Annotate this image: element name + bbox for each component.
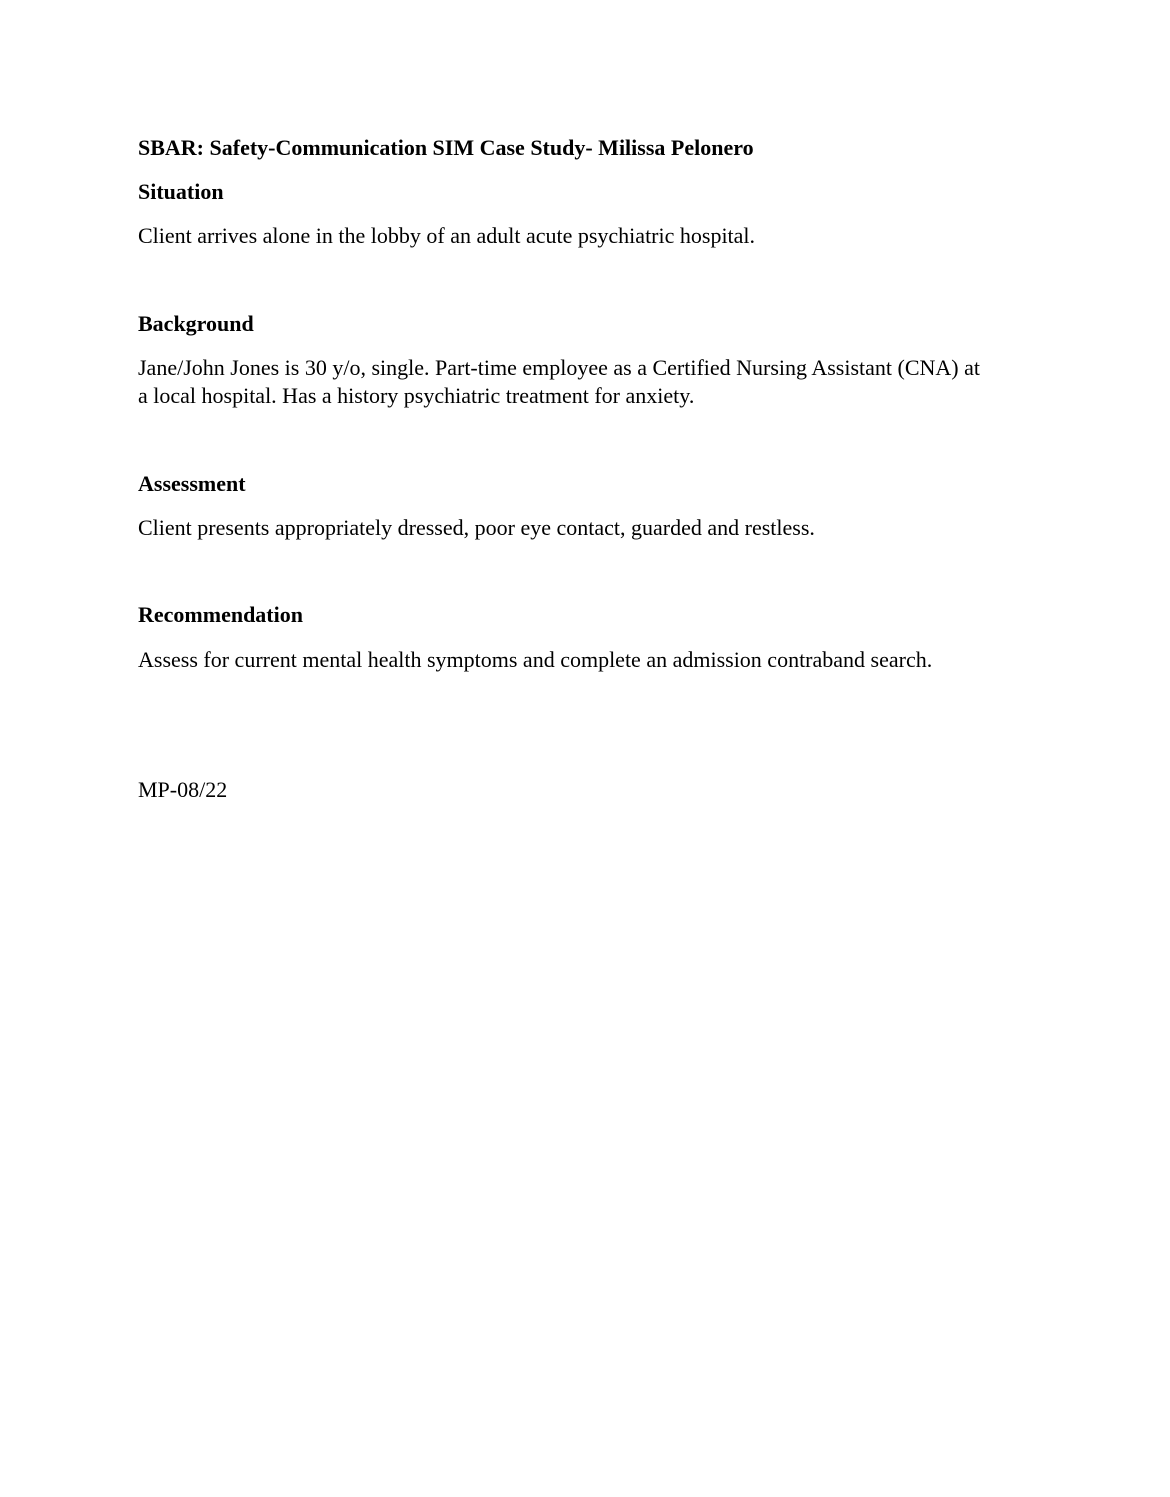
recommendation-heading: Recommendation — [138, 602, 303, 627]
situation-text: Client arrives alone in the lobby of an adult acute psychiatric hospital. — [138, 223, 756, 248]
recommendation-text: Assess for current mental health symptoms and complete an admission contraband search. — [138, 647, 933, 672]
background-text-line-2: a local hospital. Has a history psychiatric treatment for anxiety. — [138, 383, 695, 408]
background-heading: Background — [138, 311, 254, 336]
assessment-text: Client presents appropriately dressed, poor eye contact, guarded and restless. — [138, 515, 815, 540]
assessment-heading: Assessment — [138, 471, 246, 496]
document-code: MP-08/22 — [138, 777, 228, 802]
background-text-line-1: Jane/John Jones is 30 y/o, single. Part-time employee as a Certified Nursing Assistant (CNA) at — [138, 355, 980, 380]
situation-heading: Situation — [138, 179, 224, 204]
document-title: SBAR: Safety-Communication SIM Case Study- Milissa Pelonero — [138, 135, 754, 160]
